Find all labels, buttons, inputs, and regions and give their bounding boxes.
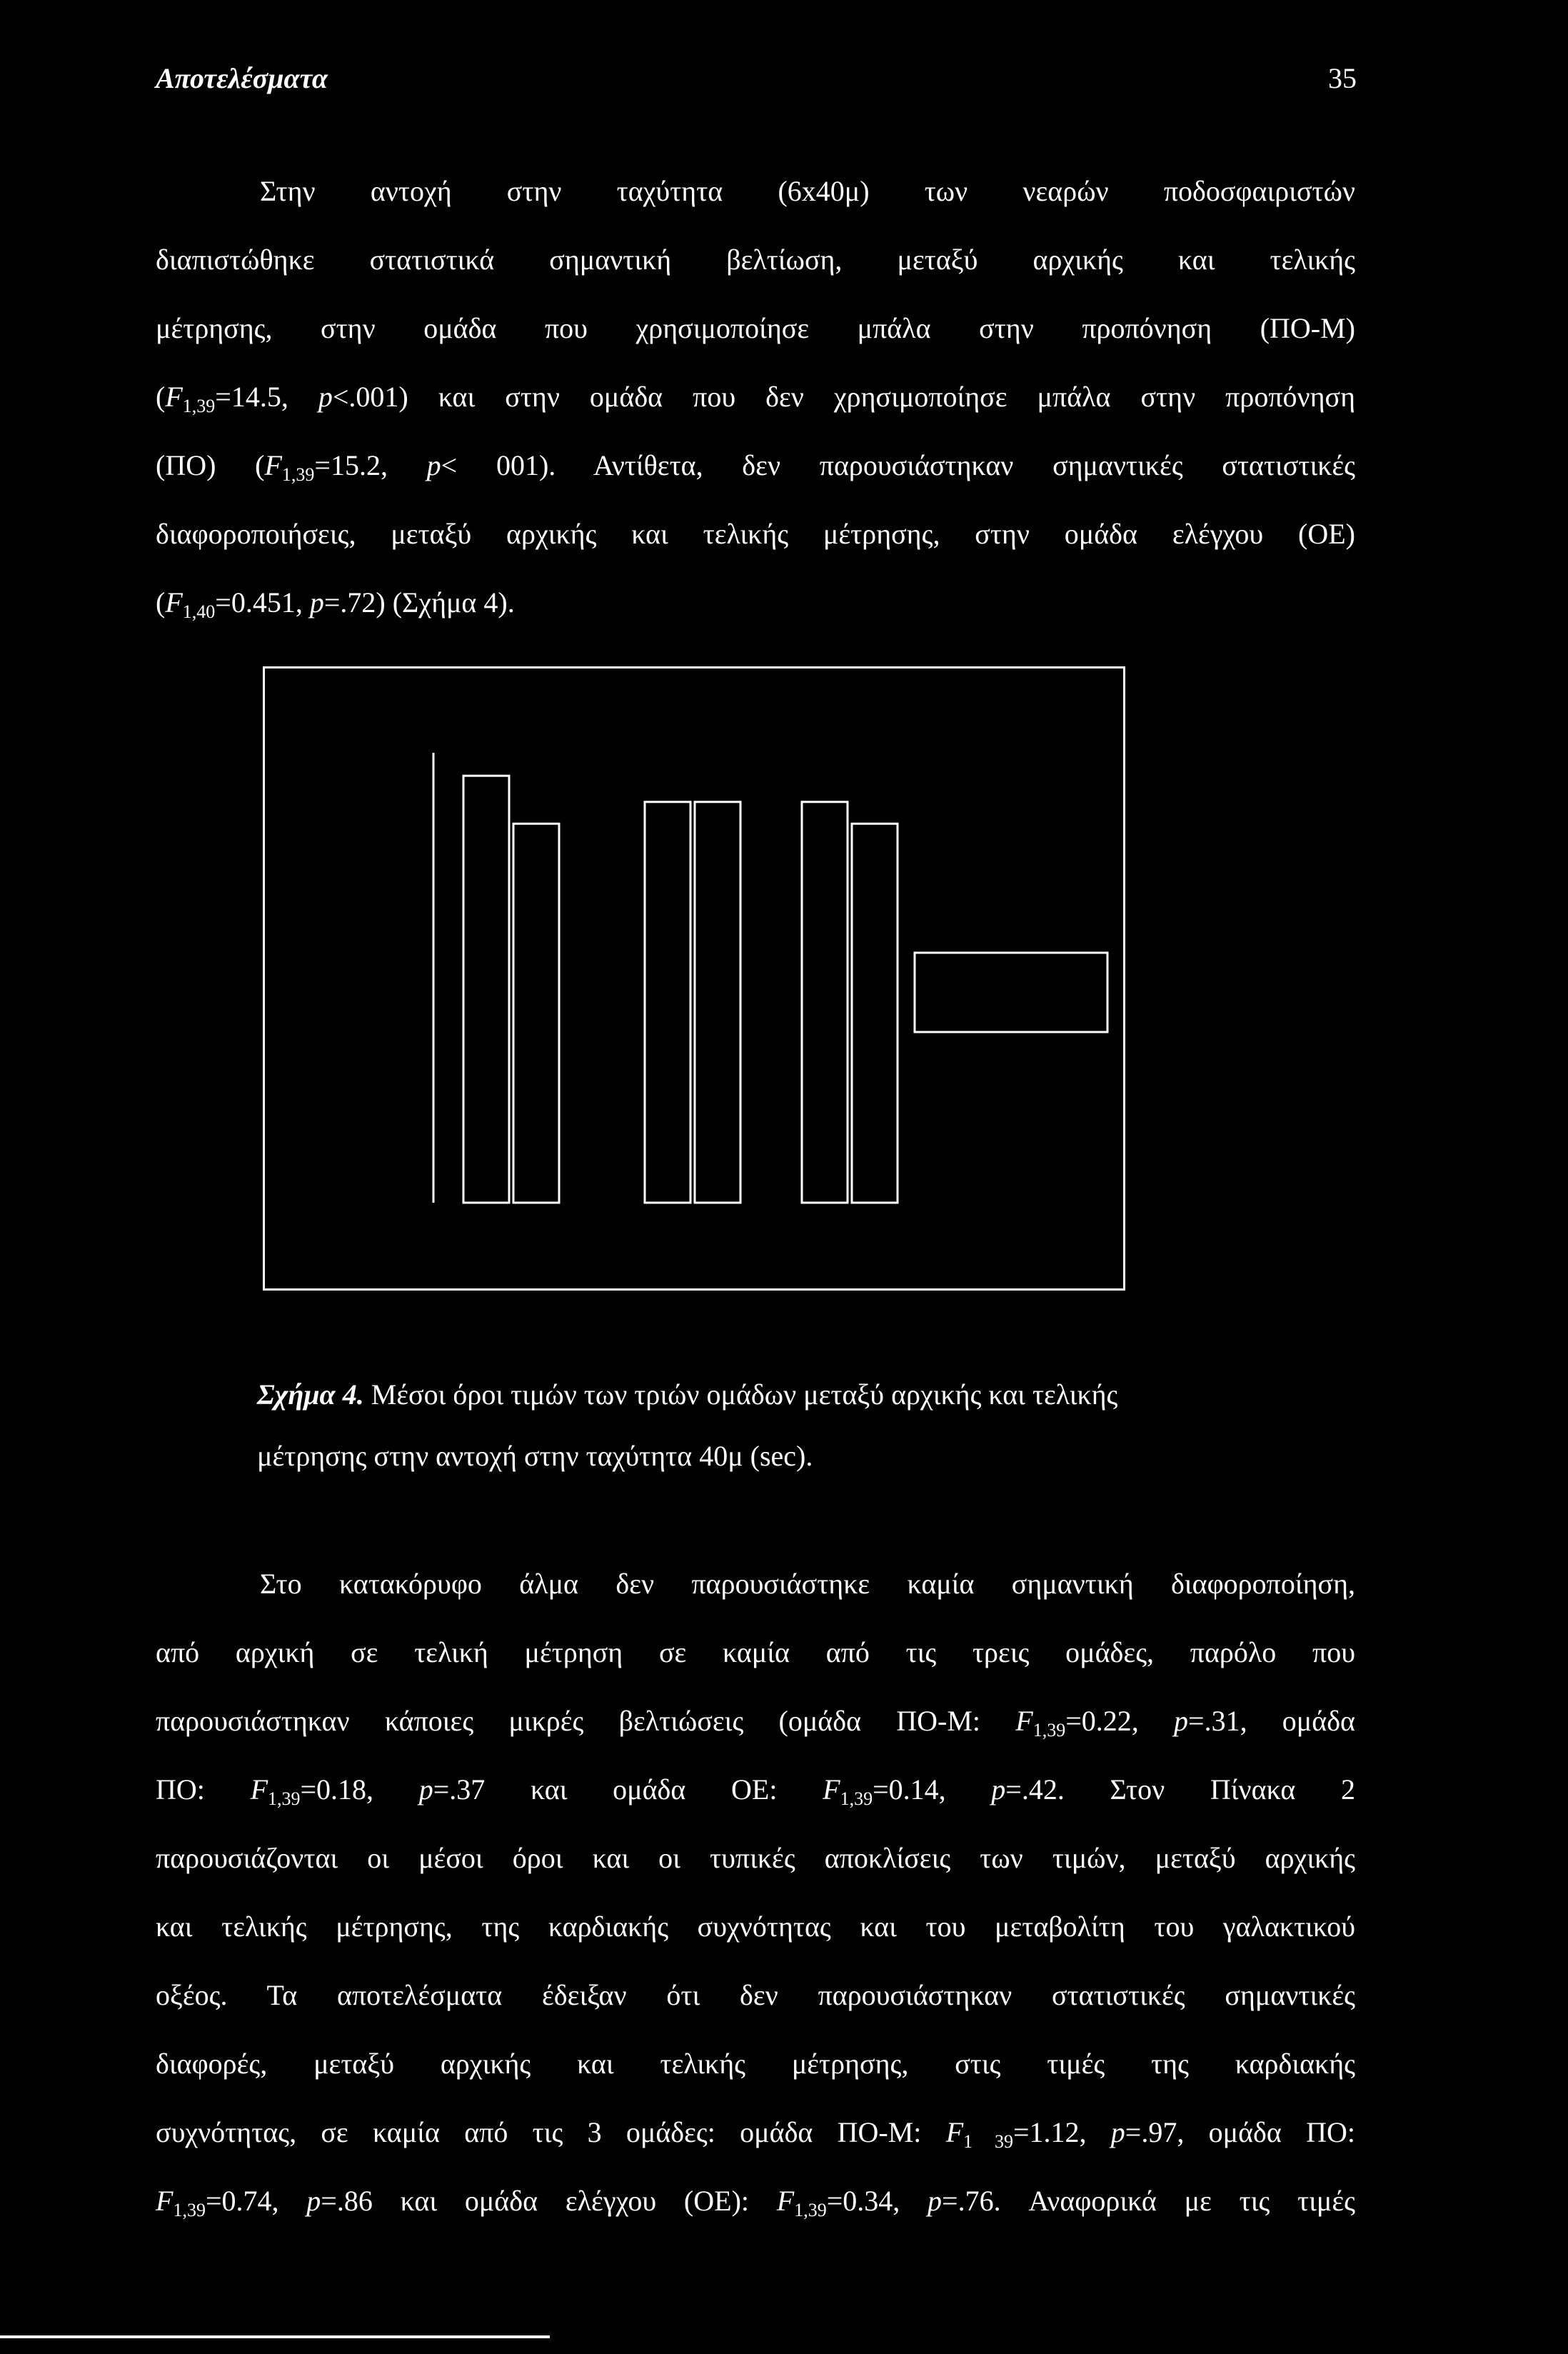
paragraph-vertical-jump <box>156 1550 1355 2235</box>
text-run: <.001) και στην ομάδα που δεν χρησιμοποίησε μπάλα στην προπόνηση <box>332 381 1355 413</box>
text-run: < 001). Αντίθετα, δεν παρουσιάστηκαν σημαντικές στατιστικές <box>441 449 1355 481</box>
bar-group-3-series-1 <box>802 802 848 1203</box>
bar-group-1-series-1 <box>463 776 509 1203</box>
p-symbol: p <box>426 449 441 481</box>
bar-group-3-series-2 <box>852 823 898 1203</box>
text-run: =.86 και ομάδα ελέγχου (ΟΕ): <box>321 2185 777 2217</box>
text-line: οξέος. Τα αποτελέσματα έδειξαν ότι δεν παρουσιάστηκαν στατιστικές σημαντικές <box>156 1979 1355 2011</box>
stat-symbol: F <box>156 2185 174 2217</box>
text-line: διαπιστώθηκε στατιστικά σημαντική βελτίωση, μεταξύ αρχικής και τελικής <box>156 244 1355 276</box>
stat-value: =0.18, <box>300 1773 419 1805</box>
caption-line: μέτρησης στην αντοχή στην ταχύτητα 40μ (sec). <box>257 1440 813 1472</box>
paragraph-speed-endurance <box>156 157 1355 637</box>
page-number: 35 <box>1328 62 1357 94</box>
text-line: ($F_{1,40}=0.451$, p=.72) (Σχήμα 4). <box>156 586 515 622</box>
text-line <box>156 431 1355 500</box>
text-run: =.42. Στον Πίνακα 2 <box>1005 1773 1356 1805</box>
chart-legend-box <box>915 953 1107 1032</box>
stat-df: 1,39 <box>1032 1720 1066 1741</box>
section-title: Αποτελέσματα <box>156 62 328 94</box>
text-line: μέτρησης, στην ομάδα που χρησιμοποίησε μπάλα στην προπόνηση (ΠΟ-Μ) <box>156 312 1355 344</box>
stat-df: 1,39 <box>794 2200 827 2220</box>
text-line: διαφορές, μεταξύ αρχικής και τελικής μέτρησης, στις τιμές της καρδιακής <box>156 2048 1355 2080</box>
text-line: Στην αντοχή στην ταχύτητα (6x40μ) των νεαρών ποδοσφαιριστών <box>260 175 1355 207</box>
stat-symbol: F <box>945 2116 964 2148</box>
stat-symbol: F <box>1015 1705 1033 1737</box>
text-line: από αρχική σε τελική μέτρηση σε καμία από τις τρεις ομάδες, παρόλο που <box>156 1636 1355 1668</box>
stat-symbol: F <box>264 449 282 481</box>
caption-label: Σχήμα 4. <box>257 1378 364 1411</box>
stat-value: =14.5, <box>215 381 318 413</box>
stat-value: =0.74, <box>205 2185 307 2217</box>
text-line: και τελικής μέτρησης, της καρδιακής συχνότητας και του μεταβολίτη του γαλακτικού <box>156 1910 1355 1943</box>
figure-caption <box>257 1364 1328 1487</box>
stat-df: 1,39 <box>281 464 315 485</box>
stat-value: =0.22, <box>1065 1705 1175 1737</box>
text-line <box>156 2167 1355 2235</box>
p-symbol: p <box>1174 1705 1189 1737</box>
text-run: παρουσιάστηκαν κάποιες μικρές βελτιώσεις (ομάδα ΠΟ-Μ: <box>156 1705 1016 1737</box>
p-symbol: p <box>991 1773 1006 1805</box>
text-run: =.31, ομάδα <box>1188 1705 1356 1737</box>
stat-symbol: F <box>165 381 183 413</box>
text-run: συχνότητας, σε καμία από τις 3 ομάδες: ομάδα ΠΟ-Μ: <box>156 2116 946 2148</box>
stat-symbol: F <box>165 586 183 618</box>
figure-4-chart <box>263 666 1125 1291</box>
caption-line <box>257 1364 1328 1426</box>
text-line: παρουσιάζονται οι μέσοι όροι και οι τυπικές αποκλίσεις των τιμών, μεταξύ αρχικής <box>156 1842 1355 1874</box>
stat-value: =1.12, <box>1012 2116 1111 2148</box>
text-run: =.72) (Σχήμα 4). <box>323 586 515 618</box>
p-symbol: p <box>318 381 333 413</box>
caption-text: Μέσοι όροι τιμών των τριών ομάδων μεταξύ αρχικής και τελικής <box>363 1378 1118 1411</box>
text-line <box>156 2098 1355 2167</box>
bar-group-1-series-2 <box>513 823 559 1203</box>
stat-value: =15.2, <box>314 449 427 481</box>
stat-symbol: F <box>823 1773 840 1805</box>
text-line: Στο κατακόρυφο άλμα δεν παρουσιάστηκε καμία σημαντική διαφοροποίηση, <box>260 1568 1355 1600</box>
text-line: διαφοροποιήσεις, μεταξύ αρχικής και τελικής μέτρησης, στην ομάδα ελέγχου (ΟΕ) <box>156 518 1355 550</box>
bar-chart <box>265 668 1123 1288</box>
stat-df: 1,39 <box>173 2200 206 2220</box>
bar-group-2-series-1 <box>645 802 690 1203</box>
stat-df: 1 39 <box>963 2131 1013 2152</box>
footer-rule <box>0 2335 550 2338</box>
p-symbol: p <box>1110 2116 1125 2148</box>
text-run: =.37 και ομάδα ΟΕ: <box>433 1773 823 1805</box>
text-line <box>156 1756 1355 1824</box>
text-run: =.76. Αναφορικά με τις τιμές <box>942 2185 1355 2217</box>
p-symbol: p <box>418 1773 433 1805</box>
stat-df: 1,39 <box>182 396 216 416</box>
stat-symbol: F <box>250 1773 268 1805</box>
stat-symbol: F <box>776 2185 795 2217</box>
text-line: ($F_{1,39}=14.5$, p<.001) και στην ομάδα που δεν χρησιμοποίησε μπάλα στην προπόνηση <box>156 381 1355 416</box>
p-symbol: p <box>306 2185 321 2217</box>
stat-value: =0.14, <box>873 1773 992 1805</box>
text-line <box>156 1687 1355 1756</box>
stat-value: =0.34, <box>826 2185 928 2217</box>
stat-df: 1,39 <box>840 1788 873 1809</box>
stat-df: 1,40 <box>182 601 216 622</box>
text-run: (ΠΟ) ( <box>156 449 265 481</box>
stat-df: 1,39 <box>268 1788 301 1809</box>
stat-value: =0.451, <box>215 586 310 618</box>
p-symbol: p <box>309 586 324 618</box>
bar-group-2-series-2 <box>695 802 740 1203</box>
p-symbol: p <box>928 2185 943 2217</box>
text-run: =.97, ομάδα ΠΟ: <box>1125 2116 1356 2148</box>
text-run: ΠΟ: <box>156 1773 251 1805</box>
